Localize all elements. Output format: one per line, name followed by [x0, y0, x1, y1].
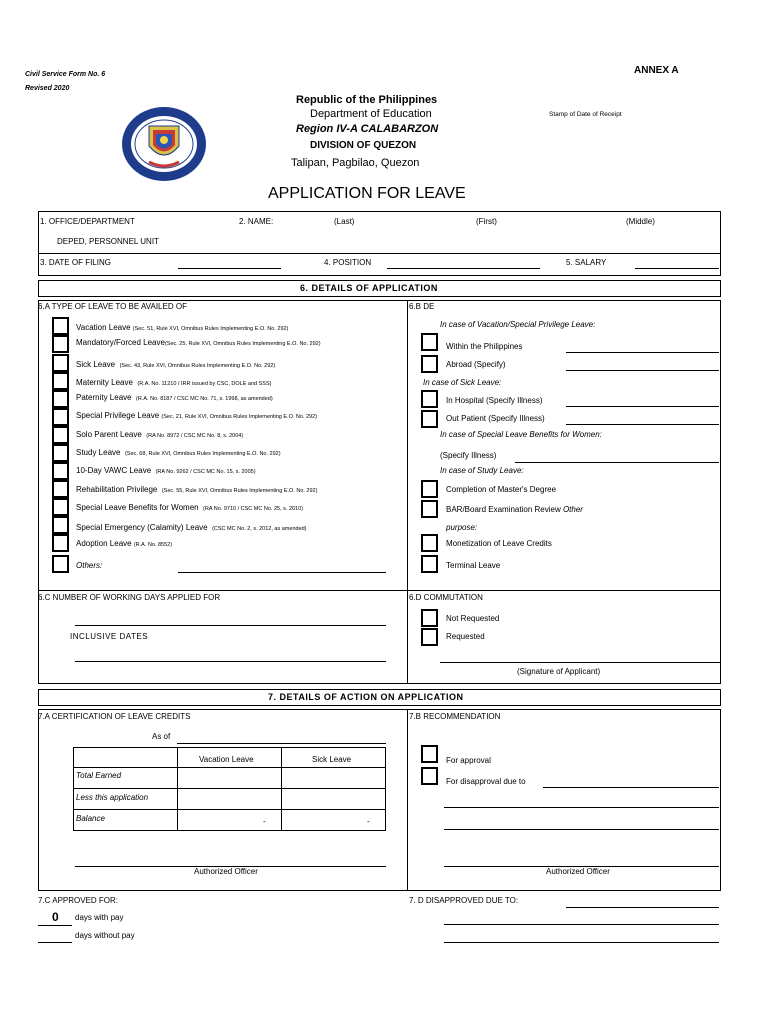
department-label: Department of Education: [310, 108, 432, 120]
disapproved-field-2[interactable]: [444, 924, 719, 925]
as-of-label: As of: [152, 732, 171, 741]
division-label: DIVISION OF QUEZON: [310, 140, 417, 151]
specify-illness-field[interactable]: [515, 462, 719, 463]
out-patient-field[interactable]: [566, 424, 719, 425]
checkbox-bar-board[interactable]: [421, 500, 438, 518]
row-balance: Balance: [76, 814, 105, 823]
deped-seal-icon: [119, 104, 209, 184]
signature-label: (Signature of Applicant): [517, 667, 601, 676]
leave-type-study: Study Leave (Sec. 68, Rule XVI, Omnibus Rules Implementing E.O. No. 292): [76, 448, 281, 457]
leave-type-special-privilege: Special Privilege Leave (Sec. 21, Rule XVI, Omnibus Rules Implementing E.O. No. 292): [76, 411, 318, 420]
abroad-field[interactable]: [566, 370, 719, 371]
leave-type-maternity: Maternity Leave (R.A. No. 11210 / IRR issued by CSC, DOLE and SSS): [76, 378, 272, 387]
as-of-field[interactable]: [177, 743, 386, 744]
checkbox-maternity[interactable]: [52, 372, 69, 390]
others-field[interactable]: [178, 572, 386, 573]
checkbox-special-privilege[interactable]: [52, 408, 69, 426]
checkbox-monetization[interactable]: [421, 534, 438, 552]
7c-title: 7.C APPROVED FOR:: [38, 896, 119, 905]
specify-illness-label: (Specify Illness): [440, 451, 497, 460]
region-label: Region IV-A CALABARZON: [296, 123, 439, 135]
leave-type-others: Others:: [76, 561, 103, 570]
checkbox-study[interactable]: [52, 444, 69, 462]
position-field[interactable]: [387, 268, 540, 269]
date-filing-label: 3. DATE OF FILING: [40, 258, 111, 267]
checkbox-for-approval[interactable]: [421, 745, 438, 763]
row-total-earned: Total Earned: [76, 771, 122, 780]
days-with-pay-label: days with pay: [75, 913, 124, 922]
working-days-field[interactable]: [75, 625, 386, 626]
leave-type-vacation: Vacation Leave (Sec. 51, Rule XVI, Omnibus Rules Implementing E.O. No. 292): [76, 323, 289, 332]
inclusive-dates-field[interactable]: [75, 661, 386, 662]
6a-title: 6.A TYPE OF LEAVE TO BE AVAILED OF: [38, 302, 187, 311]
leave-type-rehabilitation: Rehabilitation Privilege (Sec. 55, Rule XVI, Omnibus Rules Implementing E.O. No. 292): [76, 485, 318, 494]
annex-label: ANNEX A: [634, 65, 679, 76]
balance-sick-value: -: [367, 817, 370, 826]
leave-type-sick: Sick Leave (Sec. 43, Rule XVI, Omnibus Rules Implementing E.O. No. 292): [76, 360, 276, 369]
6c-title: 6.C NUMBER OF WORKING DAYS APPLIED FOR: [38, 593, 221, 602]
within-ph-label: Within the Philippines: [446, 342, 523, 351]
checkbox-solo-parent[interactable]: [52, 426, 69, 444]
row-less-application: Less this application: [76, 793, 149, 802]
6b-women-heading: In case of Special Leave Benefits for Women:: [440, 430, 602, 439]
form-title: APPLICATION FOR LEAVE: [268, 185, 466, 202]
col-vacation-leave: Vacation Leave: [199, 755, 254, 764]
section6-title: 6. DETAILS OF APPLICATION: [300, 283, 438, 293]
checkbox-adoption[interactable]: [52, 534, 69, 552]
leave-type-vawc: 10-Day VAWC Leave (RA No. 9262 / CSC MC No. 15, s. 2005): [76, 466, 256, 475]
checkbox-calamity[interactable]: [52, 516, 69, 534]
checkbox-requested[interactable]: [421, 628, 438, 646]
col-sick-leave: Sick Leave: [312, 755, 352, 764]
disapproval-reason-field-3[interactable]: [444, 829, 719, 830]
disapproval-reason-field-1[interactable]: [543, 787, 719, 788]
7b-title: 7.B RECOMMENDATION: [409, 712, 501, 721]
checkbox-terminal[interactable]: [421, 555, 438, 573]
inclusive-dates-label: INCLUSIVE DATES: [70, 632, 149, 641]
days-with-pay-value[interactable]: 0: [52, 910, 59, 924]
form-number: Civil Service Form No. 6: [25, 71, 106, 78]
checkbox-for-disapproval[interactable]: [421, 767, 438, 785]
checkbox-out-patient[interactable]: [421, 410, 438, 428]
revised-year: Revised 2020: [25, 85, 70, 92]
checkbox-abroad[interactable]: [421, 355, 438, 373]
6b-title: 6.B DE: [409, 302, 435, 311]
7a-title: 7.A CERTIFICATION OF LEAVE CREDITS: [38, 712, 191, 721]
salary-label: 5. SALARY: [566, 258, 607, 267]
balance-vacation-value: -: [263, 817, 266, 826]
7d-title: 7. D DISAPPROVED DUE TO:: [409, 896, 519, 905]
salary-field[interactable]: [635, 268, 719, 269]
office-value[interactable]: DEPED, PERSONNEL UNIT: [57, 237, 159, 246]
leave-type-adoption: Adoption Leave (R.A. No. 8552): [76, 539, 173, 548]
bar-board-label: BAR/Board Examination Review Other: [446, 505, 583, 514]
leave-type-calamity: Special Emergency (Calamity) Leave (CSC MC No. 2, s. 2012, as amended): [76, 523, 307, 532]
authorized-officer-a: Authorized Officer: [194, 867, 258, 876]
disapproved-field-3[interactable]: [444, 942, 719, 943]
checkbox-vacation[interactable]: [52, 317, 69, 335]
section7-title: 7. DETAILS OF ACTION ON APPLICATION: [268, 692, 464, 702]
leave-type-paternity: Paternity Leave (R.A. No. 8187 / CSC MC No. 71, s. 1998, as amended): [76, 393, 273, 402]
leave-type-mandatory: Mandatory/Forced Leave(Sec. 25, Rule XVI, Omnibus Rules Implementing E.O. No. 292): [76, 338, 321, 347]
authorized-officer-b: Authorized Officer: [546, 867, 610, 876]
monetization-label: Monetization of Leave Credits: [446, 539, 552, 548]
date-filing-field[interactable]: [178, 268, 281, 269]
checkbox-masters[interactable]: [421, 480, 438, 498]
days-without-pay-label: days without pay: [75, 931, 135, 940]
checkbox-women[interactable]: [52, 498, 69, 516]
out-patient-label: Out Patient (Specify Illness): [446, 414, 545, 423]
republic-label: Republic of the Philippines: [296, 94, 438, 106]
not-requested-label: Not Requested: [446, 614, 500, 623]
checkbox-sick[interactable]: [52, 354, 69, 372]
in-hospital-label: In Hospital (Specify Illness): [446, 396, 543, 405]
6d-title: 6.D COMMUTATION: [409, 593, 483, 602]
abroad-label: Abroad (Specify): [446, 360, 506, 369]
6b-vacation-heading: In case of Vacation/Special Privilege Leave:: [440, 320, 596, 329]
office-label: 1. OFFICE/DEPARTMENT: [40, 217, 135, 226]
disapproval-reason-field-2[interactable]: [444, 807, 719, 808]
leave-type-women: Special Leave Benefits for Women (RA No. 9710 / CSC MC No. 25, s. 2010): [76, 503, 304, 512]
for-disapproval-label: For disapproval due to: [446, 777, 526, 786]
position-label: 4. POSITION: [324, 258, 372, 267]
in-hospital-field[interactable]: [566, 406, 719, 407]
middle-name-label: (Middle): [626, 217, 655, 226]
checkbox-vawc[interactable]: [52, 462, 69, 480]
checkbox-mandatory[interactable]: [52, 335, 69, 353]
disapproved-field-1[interactable]: [566, 907, 719, 908]
checkbox-in-hospital[interactable]: [421, 390, 438, 408]
within-ph-field[interactable]: [566, 352, 719, 353]
6b-study-heading: In case of Study Leave:: [440, 466, 524, 475]
checkbox-rehabilitation[interactable]: [52, 480, 69, 498]
for-approval-label: For approval: [446, 756, 491, 765]
checkbox-paternity[interactable]: [52, 390, 69, 408]
stamp-label: Stamp of Date of Receipt: [549, 111, 622, 118]
terminal-label: Terminal Leave: [446, 561, 501, 570]
last-name-label: (Last): [334, 217, 355, 226]
purpose-label: purpose:: [446, 523, 478, 532]
6b-sick-heading: In case of Sick Leave:: [423, 378, 502, 387]
signature-line[interactable]: [440, 662, 721, 663]
requested-label: Requested: [446, 632, 485, 641]
address-label: Talipan, Pagbilao, Quezon: [291, 157, 420, 169]
leave-type-solo-parent: Solo Parent Leave (RA No. 8972 / CSC MC No. 8, s. 2004): [76, 430, 244, 439]
masters-label: Completion of Master's Degree: [446, 485, 557, 494]
checkbox-within-ph[interactable]: [421, 333, 438, 351]
checkbox-others[interactable]: [52, 555, 69, 573]
name-label: 2. NAME:: [239, 217, 274, 226]
first-name-label: (First): [476, 217, 497, 226]
checkbox-not-requested[interactable]: [421, 609, 438, 627]
days-without-pay-field[interactable]: [38, 942, 72, 943]
